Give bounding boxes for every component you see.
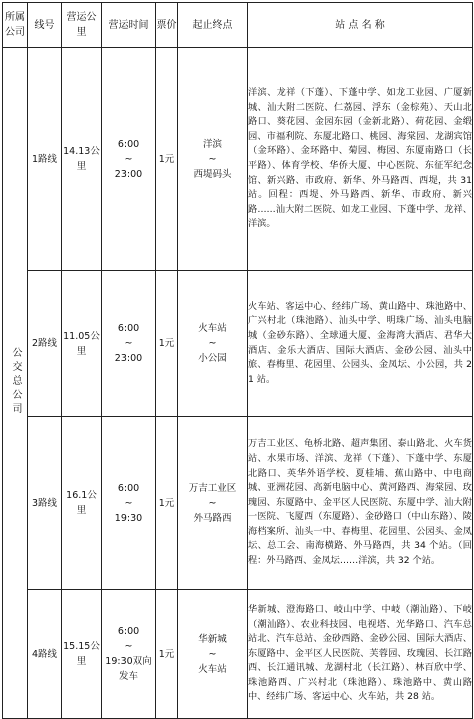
hours-cell (102, 48, 156, 271)
endpoint-from: 洋滨 (202, 138, 222, 150)
endpoint-to: 西堤码头 (193, 168, 232, 180)
table-row (3, 48, 473, 271)
length-cell: 14.13公里 (62, 48, 102, 271)
header-row (3, 3, 473, 48)
stations-cell: 火车站、客运中心、经纬广场、黄山路中、珠池路中、广兴村北（珠池路）、汕头中学、明珠广场、汕头电脑城（金砂东路）、全球通大厦、金海湾大酒店、君华大酒店、金乐大酒店、国际大酒店、金砂公园、汕头中旅、春梅里、花园里、公园头、金凤坛、小公园，共 21 站。 (248, 271, 473, 417)
fare-cell: 1元 (156, 271, 178, 417)
length-cell: 15.15公里 (62, 590, 102, 719)
endpoint-to: 小公园 (198, 353, 227, 364)
start-time: 6:00 (117, 138, 140, 150)
endpoint-tilde: ~ (208, 648, 217, 660)
hours-cell (102, 271, 156, 417)
endpoint-from: 万吉工业区 (188, 482, 237, 494)
line-cell: 3路线 (28, 417, 62, 590)
header-length: 营运公里 (62, 3, 102, 48)
time-tilde: ~ (124, 153, 133, 165)
length-cell: 16.1公里 (62, 417, 102, 590)
header-company: 所属公司 (3, 3, 28, 48)
time-tilde: ~ (124, 641, 133, 652)
table-row (3, 590, 473, 719)
header-endpoints: 起止终点 (178, 3, 248, 48)
hours-cell (102, 417, 156, 590)
length-cell: 11.05公里 (62, 271, 102, 417)
endpoint-tilde: ~ (208, 338, 217, 349)
end-time: 23:00 (114, 353, 143, 364)
line-cell: 2路线 (28, 271, 62, 417)
table-row (3, 271, 473, 417)
endpoints-cell (178, 271, 248, 417)
hours-cell (102, 590, 156, 719)
time-tilde: ~ (124, 338, 133, 349)
header-line: 线号 (28, 3, 62, 48)
endpoints-cell (178, 417, 248, 590)
fare-cell: 1元 (156, 417, 178, 590)
endpoint-from: 火车站 (198, 323, 227, 334)
end-time: 23:00 (114, 168, 143, 180)
end-time: 19:30 (114, 512, 143, 524)
time-tilde: ~ (124, 497, 133, 509)
company-name: 公交总公司 (10, 346, 21, 417)
stations-cell: 华新城、澄海路口、岐山中学、中岐（潮汕路）、下岐（潮汕路）、农业科技园、电视塔、光华路口、汽车总站北、汽车总站、金砂西路、金砂公园、国际大酒店、东厦路中、金平区人民医院、芙蓉园、玫瑰园、长江路西、长江通讯城、龙湖村北（长江路）、林百欣中学、珠池路西、广兴村北（珠池路）、珠池路中、黄山路中、经纬广场、客运中心、火车站，共 28 站。 (248, 590, 473, 719)
endpoint-tilde: ~ (208, 153, 217, 165)
endpoint-tilde: ~ (208, 497, 217, 509)
endpoint-to: 外马路西 (193, 512, 232, 524)
endpoints-cell (178, 590, 248, 719)
bus-route-table (2, 2, 473, 719)
start-time: 6:00 (117, 626, 140, 637)
stations-cell: 万吉工业区、龟桥北路、超声集团、泰山路北、火车货站、水果市场、洋滨、龙祥（下蓬）、下蓬中学、东厦北路口、英华外语学校、夏桂埔、蕉山路中、中电商城、亚洲花园、高新电脑中心、黄河路西、海棠园、玫瑰园、东厦路中、金平区人民医院、东厦中学、汕大附一医院、飞厦西（东厦路）、金砂路口（中山东路）、陵海档案所、汕头一中、春梅里、花园里、公园头、金凤坛、总工会、南海横路、外马路西，共 34 个站。（回程：外马路西、金凤坛……洋滨，共 32 个站。 (248, 417, 473, 590)
endpoint-from: 华新城 (198, 633, 227, 645)
line-cell: 4路线 (28, 590, 62, 719)
end-time: 19:30双向发车 (105, 656, 152, 682)
company-cell (3, 48, 28, 719)
start-time: 6:00 (117, 482, 140, 494)
table-row (3, 417, 473, 590)
endpoints-cell (178, 48, 248, 271)
fare-cell: 1元 (156, 48, 178, 271)
endpoint-to: 火车站 (198, 663, 227, 675)
start-time: 6:00 (117, 323, 140, 334)
header-stations: 站 点 名 称 (248, 3, 473, 48)
header-hours: 营运时间 (102, 3, 156, 48)
header-fare: 票价 (156, 3, 178, 48)
stations-cell: 洋滨、龙祥（下蓬）、下蓬中学、如龙工业园、广厦新城、汕大附二医院、仁荔园、浮东（金棕苑）、天山北路口、葵花园、金园东园（金新北路）、荷花园、金缎园、市福利院、东厦北路口、桃园、海棠园、龙湖宾馆（金环路）、金环路中、菊园、梅园、东厦南路口（长平路）、体育学校、华侨大厦、中心医院、东征军纪念馆、新兴路、市政府、新华、外马路西、西堤，共 31 站。回程：西堤、外马路西、新华、市政府、新兴路……汕大附二医院、如龙工业园、下蓬中学、龙祥、洋滨。 (248, 48, 473, 271)
fare-cell: 1元 (156, 590, 178, 719)
line-cell: 1路线 (28, 48, 62, 271)
